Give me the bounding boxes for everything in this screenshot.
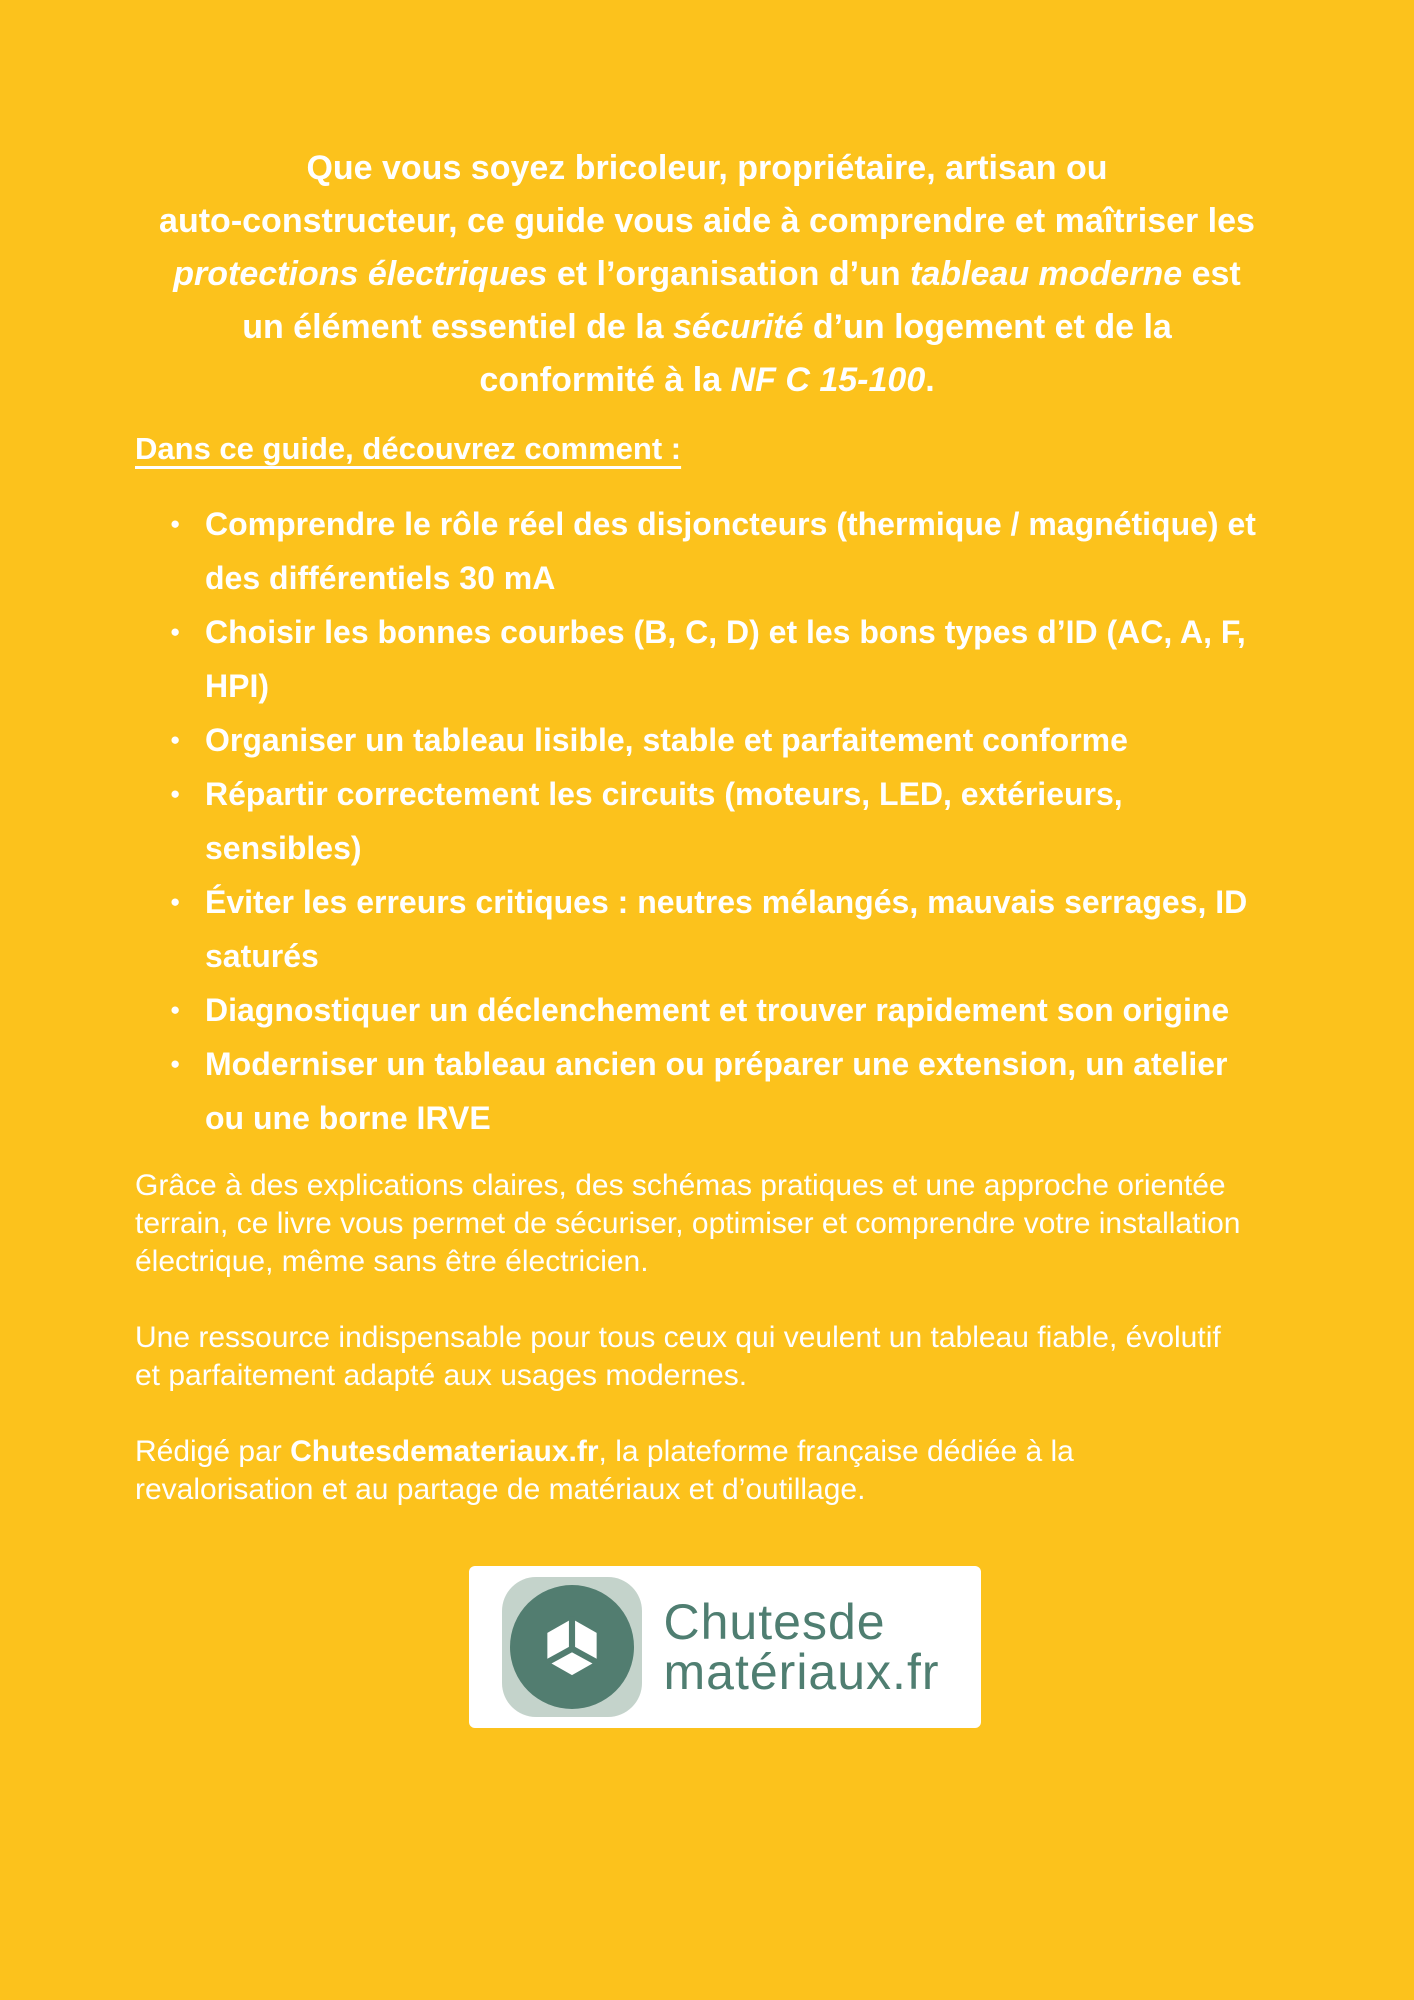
guide-bullet: ● Répartir correctement les circuits (moteurs, LED, extérieurs, sensibles) [170, 767, 1260, 875]
guide-bullet: ● Organiser un tableau lisible, stable et parfaitement conforme [170, 713, 1260, 767]
logo-app-tile [502, 1577, 642, 1717]
intro-line: conformité à la NF C 15-100. [479, 361, 935, 399]
credit-prefix: Rédigé par [135, 1435, 291, 1468]
logo-wordmark [663, 1594, 940, 1700]
logo-wordmark-line1: Chutesde [663, 1594, 886, 1650]
guide-bullet: ● Comprendre le rôle réel des disjoncteurs (thermique / magnétique) et des différentiels 30 mA [170, 497, 1260, 605]
guide-bullet: ● Éviter les erreurs critiques : neutres mélangés, mauvais serrages, ID saturés [170, 875, 1260, 983]
paragraph-credit [135, 1433, 1245, 1509]
guide-bullet-list [170, 497, 1414, 1145]
logo-wordmark-line2: matériaux.fr [663, 1644, 940, 1700]
guide-bullet: ● Diagnostiquer un déclenchement et trouver rapidement son origine [170, 983, 1260, 1037]
paragraph-approach: Grâce à des explications claires, des schémas pratiques et une approche orientée terrain, ce livre vous permet de sécuriser, optimiser et comprendre votre installation électrique, même sans être électricien. [135, 1169, 1241, 1278]
intro-paragraph [60, 142, 1354, 407]
intro-line: un élément essentiel de la sécurité d’un logement et de la [242, 308, 1172, 346]
cube-pinwheel-icon [528, 1603, 616, 1691]
brand-logo [469, 1566, 982, 1728]
intro-line: auto-constructeur, ce guide vous aide à comprendre et maîtriser les [159, 202, 1255, 240]
paragraph-resource: Une ressource indispensable pour tous ceux qui veulent un tableau fiable, évolutif et parfaitement adapté aux usages modernes. [135, 1321, 1221, 1392]
guide-bullet: ● Moderniser un tableau ancien ou préparer une extension, un atelier ou une borne IRVE [170, 1037, 1260, 1145]
credit-suffix: , la plateforme française dédiée à la revalorisation et au partage de matériaux et d’outillage. [135, 1435, 1074, 1506]
intro-line: Que vous soyez bricoleur, propriétaire, artisan ou [306, 149, 1108, 187]
logo-circle [510, 1585, 634, 1709]
guide-bullet: ● Choisir les bonnes courbes (B, C, D) et les bons types d’ID (AC, A, F, HPI) [170, 605, 1260, 713]
guide-heading: Dans ce guide, découvrez comment : [135, 431, 682, 466]
intro-line: protections électriques et l’organisation d’un tableau moderne est [173, 255, 1241, 293]
credit-brand: Chutesdemateriaux.fr [290, 1435, 599, 1468]
